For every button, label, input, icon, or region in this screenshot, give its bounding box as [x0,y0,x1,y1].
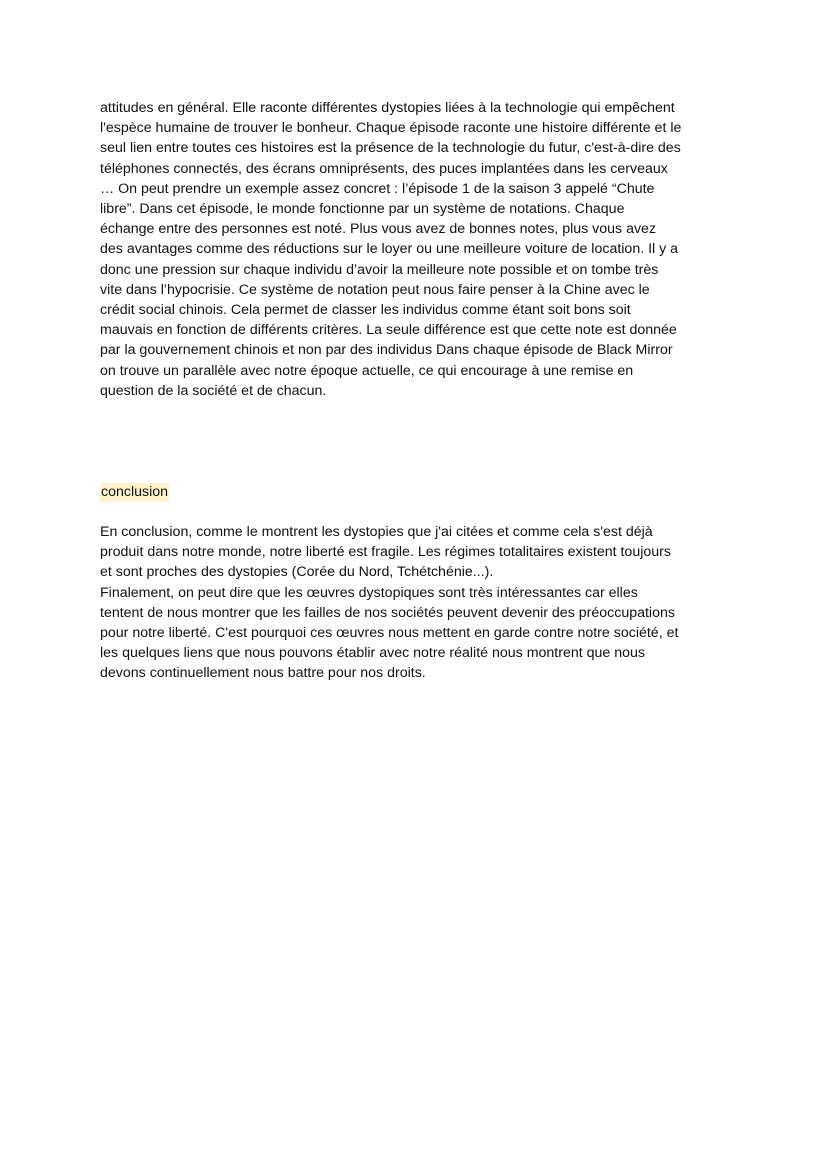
paragraph-line: donc une pression sur chaque individu d’avoir la meilleure note possible et on tombe très [100,261,659,278]
paragraph-line: attitudes en général. Elle raconte différentes dystopies liées à la technologie qui empêchent [100,100,675,116]
paragraph-line: pour notre liberté. C'est pourquoi ces œuvres nous mettent en garde contre notre société, et [100,625,679,642]
paragraph-line: libre”. Dans cet épisode, le monde fonctionne par un système de notations. Chaque [100,201,625,218]
section-heading: conclusion [101,484,169,500]
paragraph-line: produit dans notre monde, notre liberté est fragile. Les régimes totalitaires existent toujours [100,544,671,561]
paragraph-line: vite dans l’hypocrisie. Ce système de notation peut nous faire penser à la Chine avec le [100,281,650,298]
conclusion-paragraph [100,522,740,684]
paragraph-line: les quelques liens que nous pouvons établir avec notre réalité nous montrent que nous [100,645,645,662]
paragraph-line: tentent de nous montrer que les failles de nos sociétés peuvent devenir des préoccupations [100,604,675,621]
conclusion-heading [100,482,740,502]
paragraph-line: … On peut prendre un exemple assez concret : l’épisode 1 de la saison 3 appelé “Chute [100,180,655,197]
paragraph-line: échange entre des personnes est noté. Plus vous avez de bonnes notes, plus vous avez [100,221,657,238]
paragraph-line: l'espèce humaine de trouver le bonheur. Chaque épisode raconte une histoire différente et le [100,120,682,137]
paragraph-line: des avantages comme des réductions sur le loyer ou une meilleure voiture de location. Il y a [100,241,679,258]
paragraph-line: En conclusion, comme le montrent les dystopies que j'ai citées et comme cela s'est déjà [100,524,653,540]
paragraph-line: par la gouvernement chinois et non par des individus Dans chaque épisode de Black Mirror [100,342,673,359]
paragraph-line: Finalement, on peut dire que les œuvres dystopiques sont très intéressantes car elles [100,584,638,601]
body-paragraph [100,98,740,401]
paragraph-line: téléphones connectés, des écrans omniprésents, des puces implantées dans les cerveaux [100,160,668,177]
paragraph-line: on trouve un parallèle avec notre époque actuelle, ce qui encourage à une remise en [100,362,634,379]
paragraph-line: question de la société et de chacun. [100,382,327,399]
paragraph-line: seul lien entre toutes ces histoires est la présence de la technologie du futur, c'est-à-dire des [100,140,681,157]
paragraph-line: crédit social chinois. Cela permet de classer les individus comme étant soit bons soit [100,302,631,319]
paragraph-line: mauvais en fonction de différents critères. La seule différence est que cette note est donnée [100,322,677,339]
paragraph-line: devons continuellement nous battre pour nos droits. [100,665,426,682]
paragraph-line: et sont proches des dystopies (Corée du Nord, Tchétchénie...). [100,564,494,581]
